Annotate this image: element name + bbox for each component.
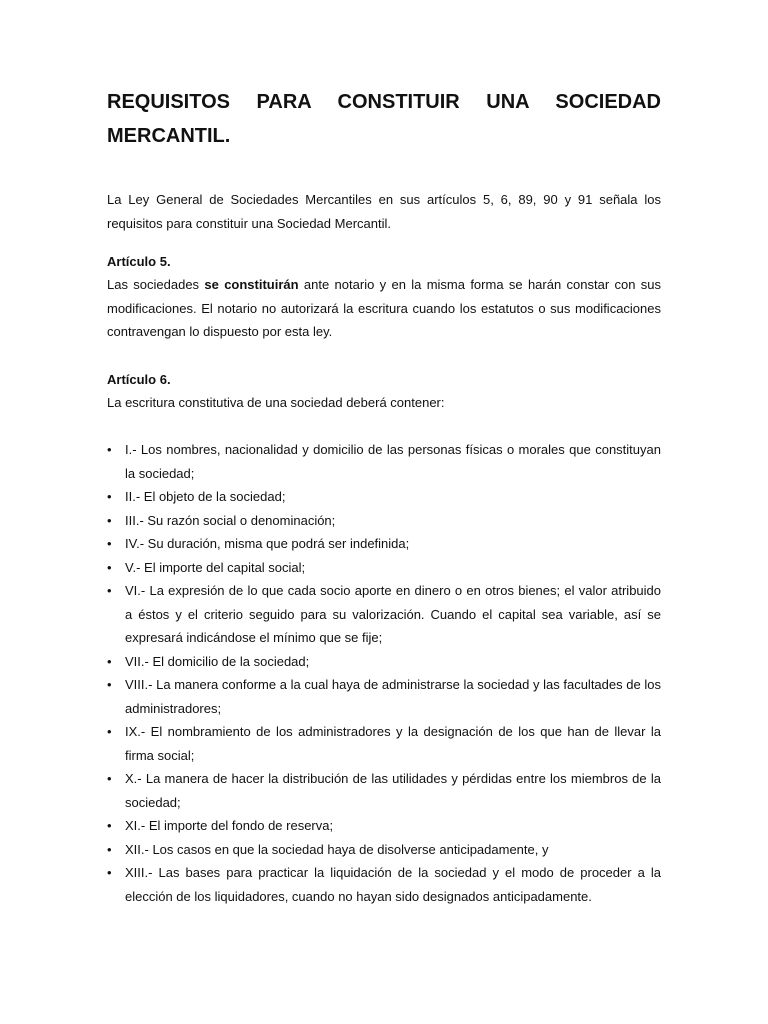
list-item	[107, 556, 661, 580]
list-item-text: V.- El importe del capital social;	[125, 559, 306, 575]
bullet-icon: •	[107, 442, 112, 457]
list-item	[107, 579, 661, 650]
list-item-text: XI.- El importe del fondo de reserva;	[125, 818, 334, 833]
bullet-icon: •	[107, 865, 112, 880]
list-item	[107, 438, 661, 485]
list-item-text: I.- Los nombres, nacionalidad y domicilio de las personas físicas o morales que constituyan la sociedad;	[125, 442, 661, 481]
list-item	[107, 509, 661, 533]
list-item	[107, 838, 661, 862]
intro-paragraph: La Ley General de Sociedades Mercantiles en sus artículos 5, 6, 89, 90 y 91 señala los requisitos para constituir una Sociedad Mercantil.	[107, 192, 661, 231]
bullet-icon: •	[107, 583, 112, 598]
list-item	[107, 485, 661, 509]
list-item-text: VII.- El domicilio de la sociedad;	[125, 653, 310, 669]
list-item-text: XII.- Los casos en que la sociedad haya de disolverse anticipadamente, y	[125, 841, 549, 857]
list-item	[107, 861, 661, 908]
article-5-heading: Artículo 5.	[107, 254, 171, 269]
title-line-1: REQUISITOS PARA CONSTITUIR UNA SOCIEDAD	[107, 91, 661, 113]
list-item-text: VIII.- La manera conforme a la cual haya de administrarse la sociedad y las facultades de los administradores;	[125, 677, 661, 716]
list-item-text: IX.- El nombramiento de los administradores y la designación de los que han de llevar la firma social;	[125, 724, 661, 763]
list-item-text: III.- Su razón social o denominación;	[125, 512, 336, 528]
list-item-text: XIII.- Las bases para practicar la liquidación de la sociedad y el modo de proceder a la elección de los liquidadores, cuando no hayan sido designados anticipadamente.	[125, 865, 661, 904]
list-item	[107, 767, 661, 814]
list-item	[107, 650, 661, 674]
requirements-list	[107, 438, 661, 908]
list-item	[107, 720, 661, 767]
document-title	[107, 85, 661, 153]
bullet-icon: •	[107, 489, 112, 504]
list-item	[107, 532, 661, 556]
article-5-bold-phrase: se constituirán	[204, 277, 299, 292]
bullet-icon: •	[107, 677, 112, 692]
list-item-text: II.- El objeto de la sociedad;	[125, 489, 286, 504]
bullet-icon: •	[107, 559, 112, 575]
bullet-icon: •	[107, 724, 112, 739]
bullet-icon: •	[107, 841, 112, 857]
article-5-text	[107, 273, 661, 344]
article-6-text: La escritura constitutiva de una sociedad deberá contener:	[107, 395, 445, 410]
article-5-text-start: Las sociedades	[107, 277, 205, 292]
list-item	[107, 814, 661, 838]
article-6-heading: Artículo 6.	[107, 372, 171, 387]
title-line-2: MERCANTIL.	[107, 125, 231, 147]
list-item-text: IV.- Su duración, misma que podrá ser indefinida;	[125, 536, 410, 551]
list-item	[107, 673, 661, 720]
bullet-icon: •	[107, 653, 112, 669]
bullet-icon: •	[107, 818, 112, 833]
list-item-text: VI.- La expresión de lo que cada socio aporte en dinero o en otros bienes; el valor atribuido a éstos y el criterio seguido para su valorización. Cuando el capital sea variable, así se expresará indicándose el mínimo que se fije;	[125, 583, 661, 645]
bullet-icon: •	[107, 536, 112, 551]
article-5-text-end: ante notario y en la misma forma se harán constar con sus modificaciones. El notario no autorizará la escritura cuando los estatutos o sus modificaciones contravengan lo dispuesto por esta ley.	[107, 277, 662, 339]
list-item-text: X.- La manera de hacer la distribución de las utilidades y pérdidas entre los miembros de la sociedad;	[125, 771, 661, 810]
bullet-icon: •	[107, 771, 112, 786]
bullet-icon: •	[107, 512, 112, 528]
